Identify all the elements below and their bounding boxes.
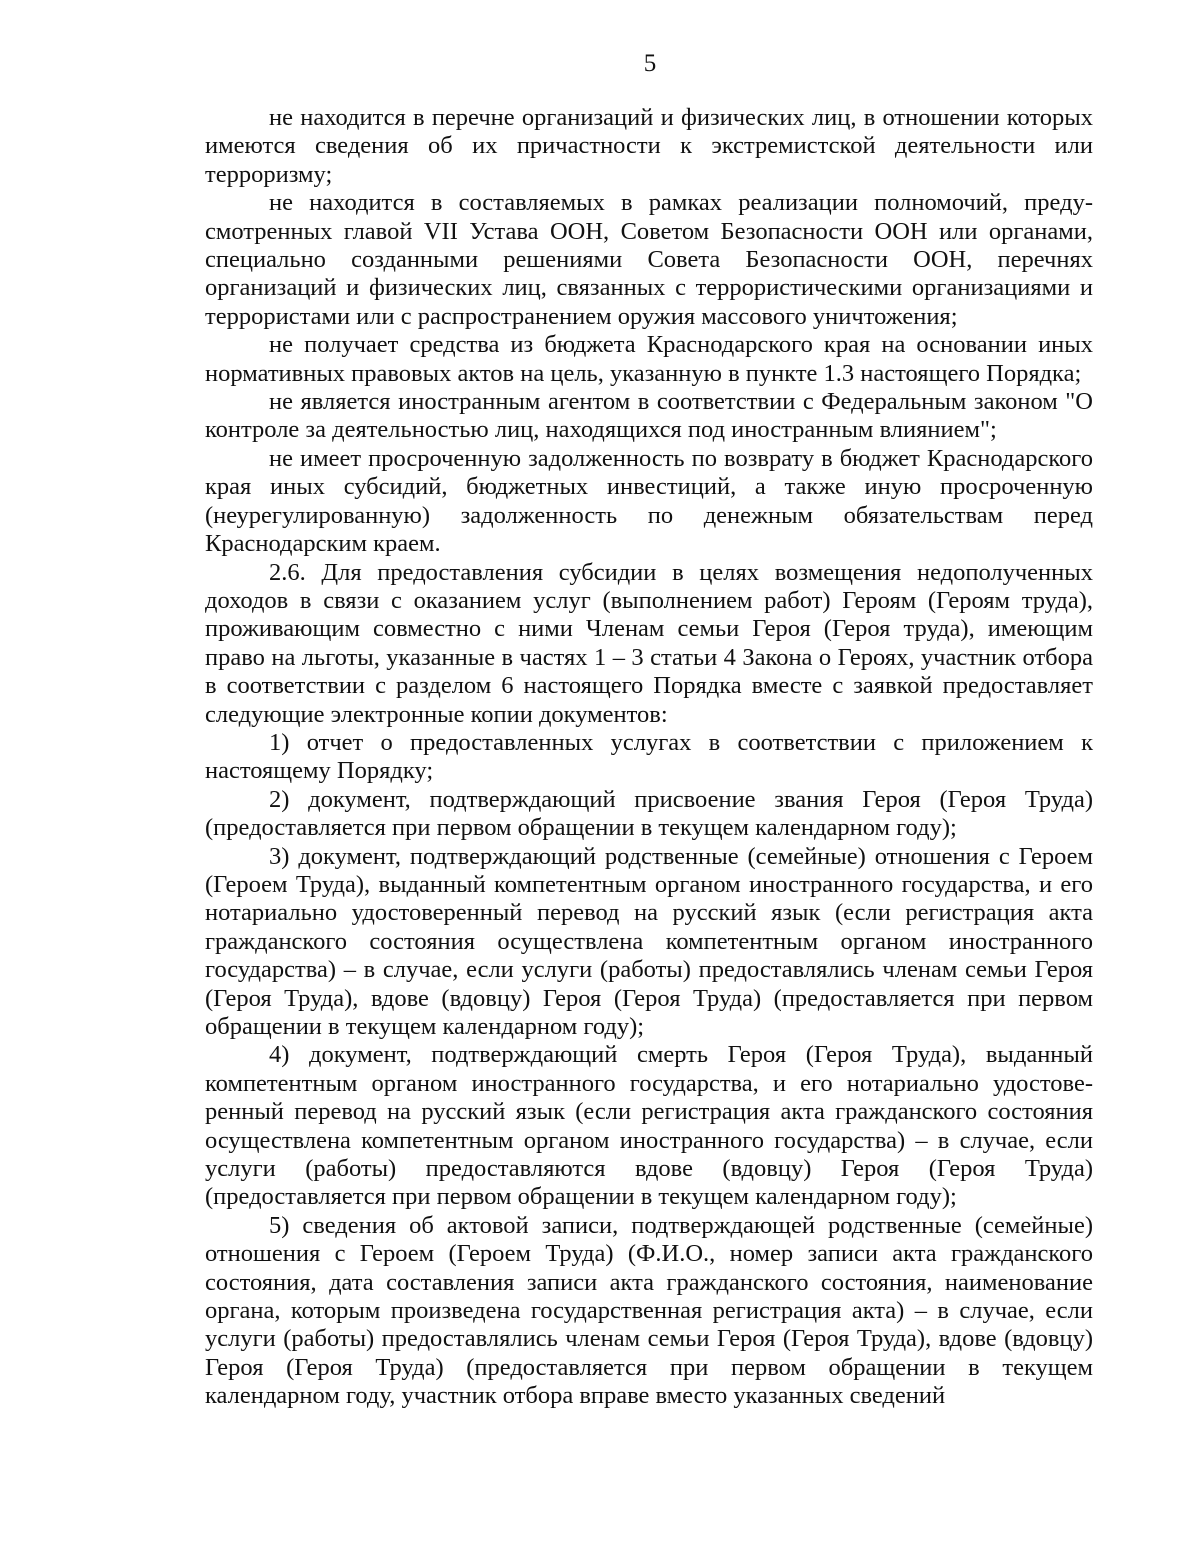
- list-item-1-report: 1) отчет о предоставленных услугах в соответствии с приложением к настоящему Порядку;: [205, 728, 1093, 785]
- paragraph-2-6-documents: 2.6. Для предоставления субсидии в целях возмещения недополученных доходов в связи с оказанием услуг (выполнением работ) Героям (Героям труда), проживающим совместно с ними Членам семьи Героя (Героя труда), имеющим право на льготы, указанные в частях 1 – 3 статьи 4 Закона о Героях, участник отбора в соответствии с разделом 6 настоящего Порядка вместе с заявкой предоставляет следующие электронные копии документов:: [205, 558, 1093, 728]
- paragraph-no-budget-funds: не получает средства из бюджета Краснодарского края на основании иных нормативных правовых актов на цель, указанную в пункте 1.3 настоящего Порядка;: [205, 331, 1093, 387]
- list-item-4-death-document: 4) документ, подтверждающий смерть Героя (Героя Труда), выданный компетентным органом иностранного государства, и его нотариально удостоверенный перевод на русский язык (если регистрация акта гражданского состояния осуществлена компетентным органом иностранного государства) – в случае, если услуги (работы) предоставляются вдове (вдовцу) Героя (Героя Труда) (предоставляется при первом обращении в текущем календарном году);: [205, 1041, 1093, 1211]
- list-item-2-hero-title: 2) документ, подтверждающий присвоение звания Героя (Героя Труда) (предоставляется при первом обращении в текущем календарном году);: [205, 785, 1093, 842]
- paragraph-extremism-list: не находится в перечне организаций и физических лиц, в отношении которых имеются сведения об их причастности к экстремистской деятельности или терроризму;: [205, 104, 1093, 188]
- page-number: 5: [643, 50, 657, 77]
- list-item-5-civil-record: 5) сведения об актовой записи, подтверждающей родственные (семейные) отношения с Героем (Героем Труда) (Ф.И.О., номер записи акта гражданского состояния, дата составления записи акта гражданского состояния, наименование органа, которым произведена государственная регистрация акта) – в случае, если услуги (работы) предоставлялись членам семьи Героя (Героя Труда), вдове (вдовцу) Героя (Героя Труда) (предоставляется при первом обращении в текущем календарном году, участник отбора вправе вместо указанных сведений: [205, 1211, 1093, 1410]
- paragraph-no-overdue-debt: не имеет просроченную задолженность по возврату в бюджет Краснодарского края иных субсидий, бюджетных инвестиций, а также иную просроченную (неурегулированную) задолженность по денежным обязательствам перед Краснодарским краем.: [205, 444, 1093, 558]
- document-body: [205, 104, 1093, 1411]
- paragraph-un-security-council-lists: не находится в составляемых в рамках реализации полномочий, предусмотренных главой VII Устава ООН, Советом Безопасности ООН или органами, специально созданными решениями Совета Безопасности ООН, перечнях организаций и физических лиц, связанных с террористическими организациями и террористами или с распространением оружия массового уничтожения;: [205, 189, 1093, 330]
- paragraph-foreign-agent: не является иностранным агентом в соответствии с Федеральным законом "О контроле за деятельностью лиц, находящихся под иностранным влиянием";: [205, 388, 1093, 444]
- list-item-3-family-relation: 3) документ, подтверждающий родственные (семейные) отношения с Героем (Героем Труда), выданный компетентным органом иностранного государства, и его нотариально удостоверенный перевод на русский язык (если регистрация акта гражданского состояния осуществлена компетентным органом иностранного государства) – в случае, если услуги (работы) предоставлялись членам семьи Героя (Героя Труда), вдове (вдовцу) Героя (Героя Труда) (предоставляется при первом обращении в текущем календарном году);: [205, 842, 1093, 1040]
